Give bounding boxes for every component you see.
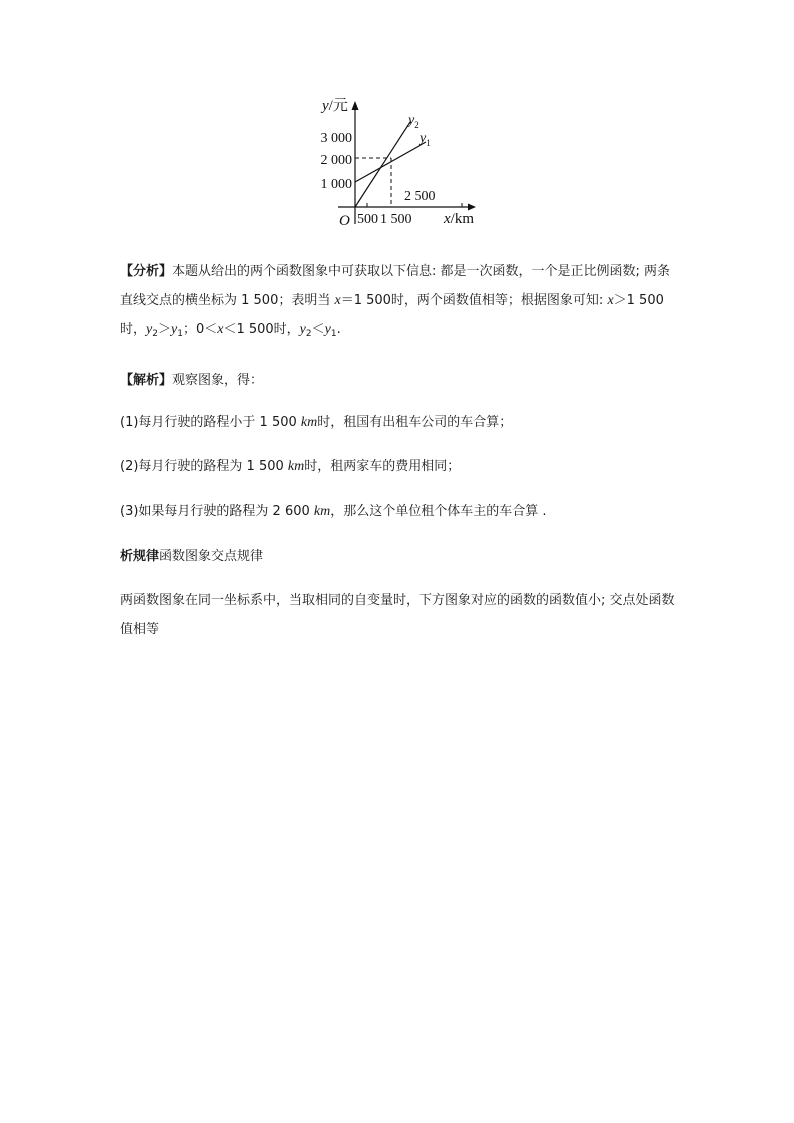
line-y2	[355, 122, 410, 207]
y-tick-1000: 1 000	[320, 177, 352, 192]
solution-item-3: (3)如果每月行驶的路程为 2 600 km，那么这个单位租个体车主的车合算 .	[120, 504, 547, 519]
origin-label: O	[339, 213, 350, 229]
x-tick-label-1500: 1 500	[380, 212, 412, 227]
x-tick-label-500: 500	[357, 212, 378, 227]
solution-heading: 【解析】	[120, 373, 173, 388]
y-axis-label: y/元	[322, 98, 348, 114]
x-axis-label: x/km	[444, 211, 475, 227]
solution-item-2: (2)每月行驶的路程为 1 500 km时，租两家车的费用相同；	[120, 459, 461, 474]
function-graph-figure	[300, 92, 500, 242]
x-tick-label-2500: 2 500	[404, 189, 436, 204]
line-y2-label: $y_2$	[408, 113, 419, 130]
y-tick-3000: 3 000	[320, 131, 352, 146]
rule-text: 两函数图象在同一坐标系中，当取相同的自变量时，下方图象对应的函数的函数值小; 交点处函数值相等	[120, 593, 675, 637]
rule-title: 函数图象交点规律	[159, 549, 264, 564]
analysis-paragraph: 【分析】本题从给出的两个函数图象中可获取以下信息: 都是一次函数，一个是正比例函数; 两条直线交点的横坐标为 1 500；表明当 x＝1 500时，两个函数值相等；根据图象可知: x＞1 500时，$y_2>y_1$；0＜x＜1 500时，$y_2<y_1$.	[120, 264, 671, 339]
solution-paragraph: 【解析】观察图象，得：	[120, 373, 264, 388]
rule-heading	[120, 542, 680, 571]
y-tick-2000: 2 000	[320, 153, 352, 168]
x-axis-arrow	[468, 204, 476, 211]
y-axis-arrow	[352, 101, 359, 110]
analysis-heading: 【分析】	[120, 264, 173, 279]
solution-item-1: (1)每月行驶的路程小于 1 500 km时，租国有出租车公司的车合算；	[120, 415, 513, 430]
rule-label: 析规律	[120, 549, 160, 564]
line-y1-label: $y_1$	[420, 131, 431, 148]
